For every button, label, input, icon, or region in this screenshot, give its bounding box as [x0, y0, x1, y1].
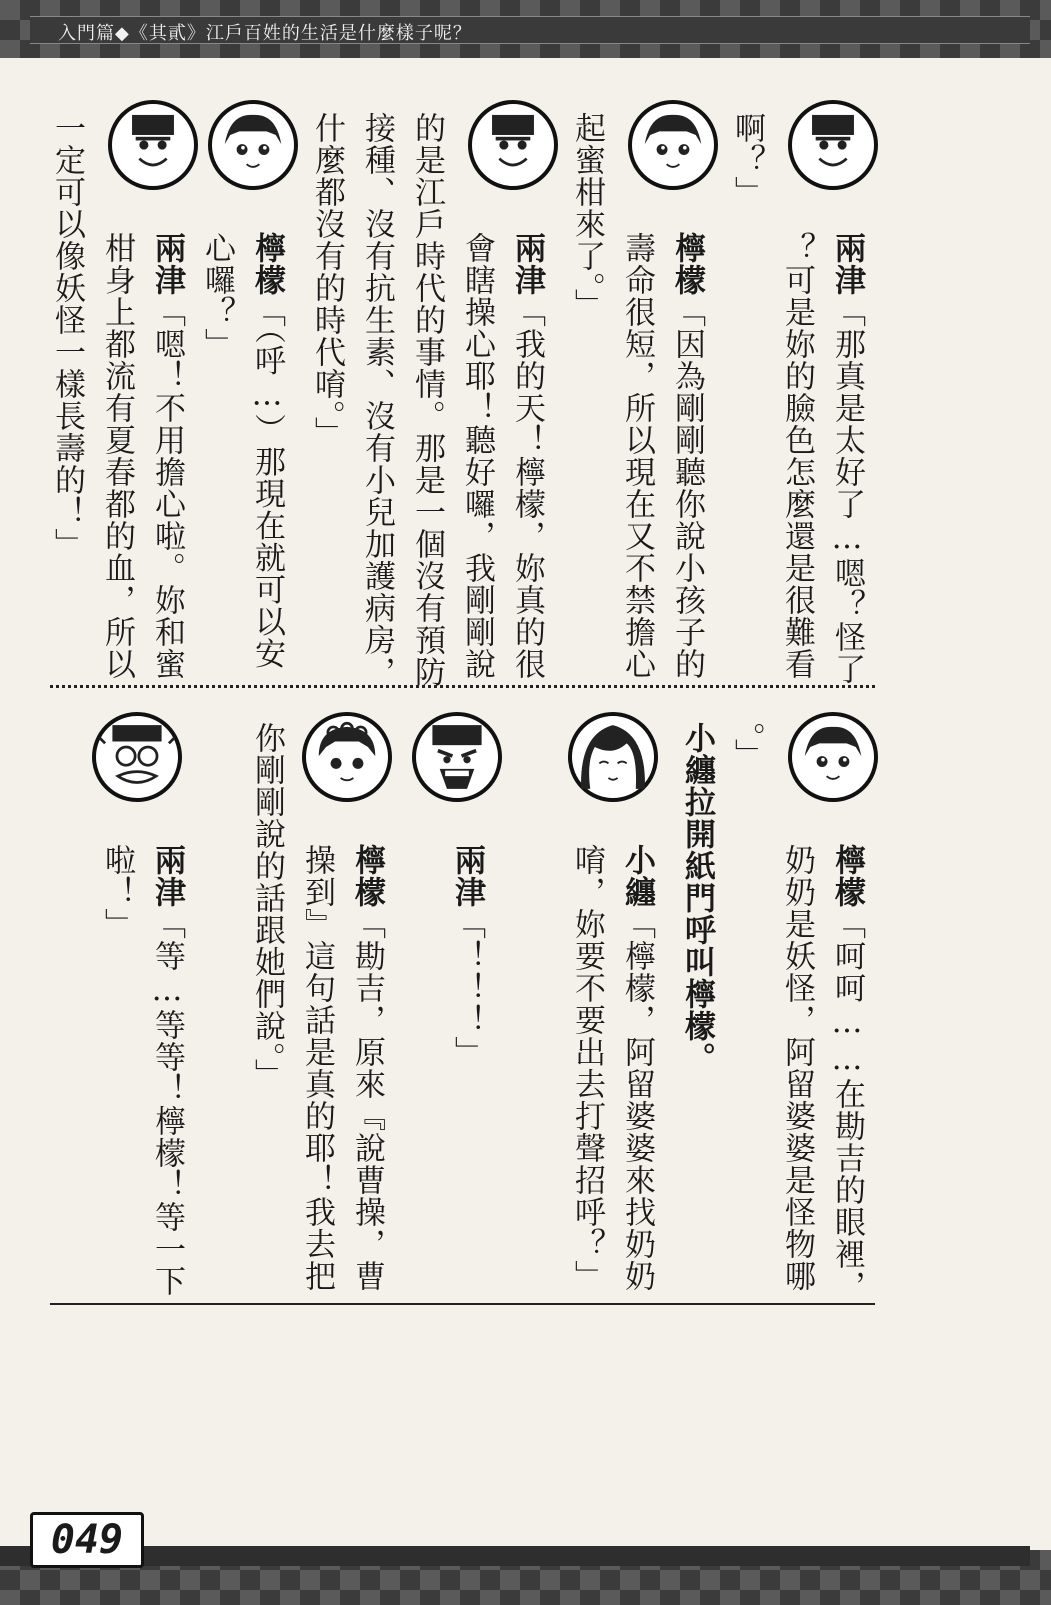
upper-line-7: 兩津「我的天！檸檬，妳真的很	[509, 232, 545, 680]
upper-line-10: 接種、沒有抗生素、沒有小兒加護病房，	[359, 112, 395, 688]
lower-line-5: 唷，妳要不要出去打聲招呼？」	[569, 844, 605, 1292]
upper-line-6: 起蜜柑來了。」	[569, 112, 605, 321]
bottom-rule	[50, 1303, 875, 1305]
upper-line-16: 一定可以像妖怪一樣長壽的！」	[49, 112, 85, 560]
upper-line-9: 的是江戶時代的事情。那是一個沒有預防	[409, 112, 445, 688]
upper-line-15: 柑身上都流有夏春都的血，所以	[99, 232, 135, 680]
lower-line-4: 小纏「檸檬，阿留婆婆來找奶奶	[619, 844, 655, 1292]
lower-line-7: 檸檬「勘吉，原來『說曹操，曹	[349, 844, 385, 1292]
upper-line-3: 啊？」	[729, 112, 765, 208]
upper-line-2: ？可是妳的臉色怎麼還是很難看	[779, 232, 815, 680]
chapter-title: 入門篇◆《其貳》江戶百姓的生活是什麼樣子呢？	[58, 23, 472, 44]
upper-line-1: 兩津「那真是太好了…嗯？怪了	[829, 232, 865, 685]
upper-line-8: 會瞎操心耶！聽好囉，我剛剛說	[459, 232, 495, 680]
section-divider	[50, 685, 875, 688]
kotoi-face-icon	[568, 712, 658, 802]
lower-line-1: 檸檬「呵呵……在勘吉的眼裡，	[829, 844, 865, 1302]
ryotsu-face-icon	[788, 100, 878, 190]
lemon-face-icon	[628, 100, 718, 190]
lemon-face-icon	[208, 100, 298, 190]
upper-line-11: 什麼都沒有的時代唷。」	[309, 112, 345, 449]
upper-line-12: 檸檬「（呼…）那現在就可以安	[249, 232, 285, 670]
lower-line-3: 。」	[729, 722, 765, 771]
upper-line-13: 心囉？」	[199, 232, 235, 360]
ryotsu-face-icon	[468, 100, 558, 190]
lower-line-11: 啦！」	[99, 844, 135, 940]
page-number: 049	[30, 1512, 144, 1568]
lower-line-2: 奶奶是妖怪，阿留婆婆是怪物哪	[779, 844, 815, 1292]
ryotsu-shocked-icon	[92, 712, 182, 802]
upper-line-4: 檸檬「因為剛剛聽你說小孩子的	[669, 232, 705, 680]
ryotsu-face-icon	[108, 100, 198, 190]
lower-line-8: 操到』這句話是真的耶！我去把	[299, 844, 335, 1292]
lower-line-10: 兩津「等…等等！檸檬！等一下	[149, 844, 185, 1297]
lower-line-9: 你剛剛說的話跟她們說。」	[249, 722, 285, 1091]
upper-line-14: 兩津「嗯！不用擔心啦。妳和蜜	[149, 232, 185, 680]
lemon-curly-hair-icon	[302, 712, 392, 802]
upper-line-5: 壽命很短，所以現在又不禁擔心	[619, 232, 655, 680]
ryotsu-shouting-icon	[412, 712, 502, 802]
lemon-face-icon	[788, 712, 878, 802]
lower-narration: 小纏拉開紙門呼叫檸檬。	[679, 722, 715, 1074]
footer-strip	[0, 1546, 1030, 1566]
lower-line-6: 兩津「！！！」	[449, 844, 485, 1068]
